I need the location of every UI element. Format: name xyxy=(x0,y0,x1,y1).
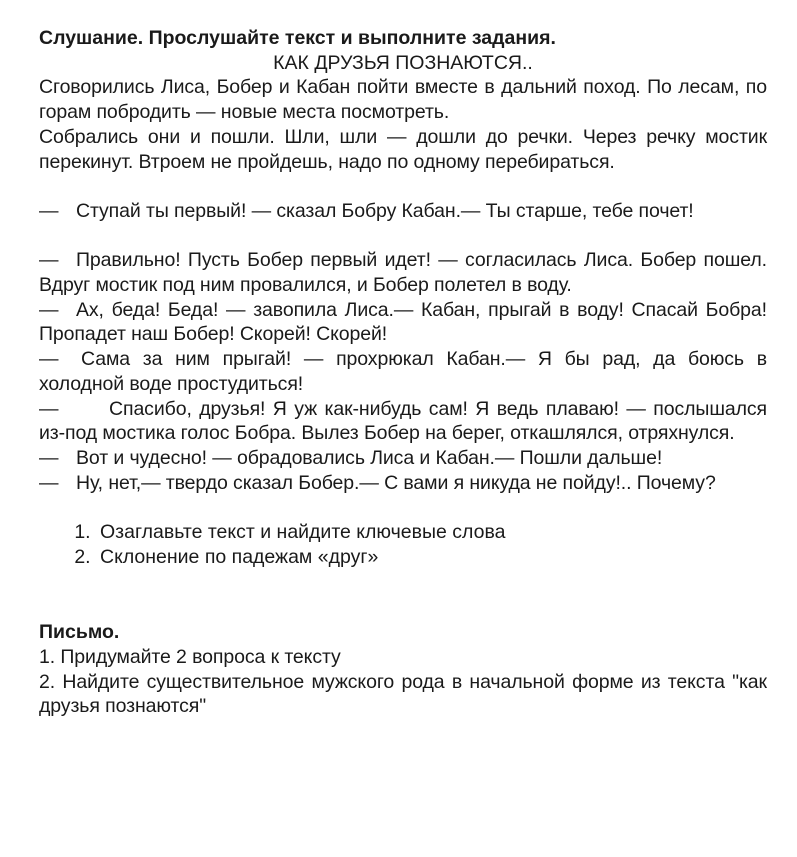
dialogue-text-2: Правильно! Пусть Бобер первый идет! — согласилась Лиса. Бобер пошел. Вдруг мостик под ним провалился, и Бобер полетел в воду. xyxy=(39,249,767,296)
dialogue-text-4: Сама за ним прыгай! — прохрюкал Кабан.— Я бы рад, да боюсь в холодной воде простудиться! xyxy=(39,348,767,395)
dialogue-line-7 xyxy=(39,471,767,496)
listening-heading: Слушание. Прослушайте текст и выполните задания. xyxy=(39,27,556,49)
document-page xyxy=(39,26,767,719)
spacer xyxy=(39,495,767,520)
story-paragraph-1: Сговорились Лиса, Бобер и Кабан пойти вместе в дальний поход. По лесам, по горам побродить — новые места посмотреть. xyxy=(39,76,767,124)
dialogue-text-5: Спасибо, друзья! Я уж как-нибудь сам! Я ведь плаваю! — послышался из-под мостика голос Бобра. Вылез Бобер на берег, откашлялся, отряхнулся. xyxy=(39,397,767,445)
dash-marker: — xyxy=(39,298,59,321)
dialogue-text-1: Ступай ты первый! — сказал Бобру Кабан.— Ты старше, тебе почет! xyxy=(76,199,694,222)
dash-marker: — xyxy=(39,471,59,494)
story-title: КАК ДРУЗЬЯ ПОЗНАЮТСЯ.. xyxy=(273,51,533,74)
spacer xyxy=(39,569,767,594)
listening-tasks-list xyxy=(39,520,767,569)
dialogue-text-3: Ах, беда! Беда! — завопила Лиса.— Кабан, прыгай в воду! Спасай Бобра! Пропадет наш Бобер! Скорей! Скорей! xyxy=(39,298,767,346)
dialogue-line-3 xyxy=(39,298,767,347)
writing-item-2: 2. Найдите существительное мужского рода в начальной форме из текста "как друзья познаются" xyxy=(39,670,767,718)
dialogue-line-1 xyxy=(39,199,767,224)
dash-marker: — xyxy=(39,397,59,420)
story-paragraph-2: Собрались они и пошли. Шли, шли — дошли до речки. Через речку мостик перекинут. Втроем не пройдешь, надо по одному перебираться. xyxy=(39,125,767,173)
dialogue-text-6: Вот и чудесно! — обрадовались Лиса и Кабан.— Пошли дальше! xyxy=(76,446,663,469)
writing-item-1: 1. Придумайте 2 вопроса к тексту xyxy=(39,645,341,668)
spacer xyxy=(39,224,767,249)
dialogue-line-5 xyxy=(39,397,767,446)
list-item: 2. Склонение по падежам «друг» xyxy=(96,545,767,570)
dash-marker: — xyxy=(39,199,59,222)
dialogue-line-6 xyxy=(39,446,767,471)
dash-marker: — xyxy=(39,348,59,371)
spacer xyxy=(39,174,767,199)
dash-marker: — xyxy=(39,249,59,272)
dialogue-line-2 xyxy=(39,248,767,297)
dialogue-text-7: Ну, нет,— твердо сказал Бобер.— С вами я никуда не пойду!.. Почему? xyxy=(76,471,716,494)
writing-heading: Письмо. xyxy=(39,621,120,644)
dash-marker: — xyxy=(39,446,59,469)
dialogue-line-4 xyxy=(39,347,767,396)
spacer xyxy=(39,594,767,620)
list-item: 1. Озаглавьте текст и найдите ключевые слова xyxy=(96,520,767,545)
